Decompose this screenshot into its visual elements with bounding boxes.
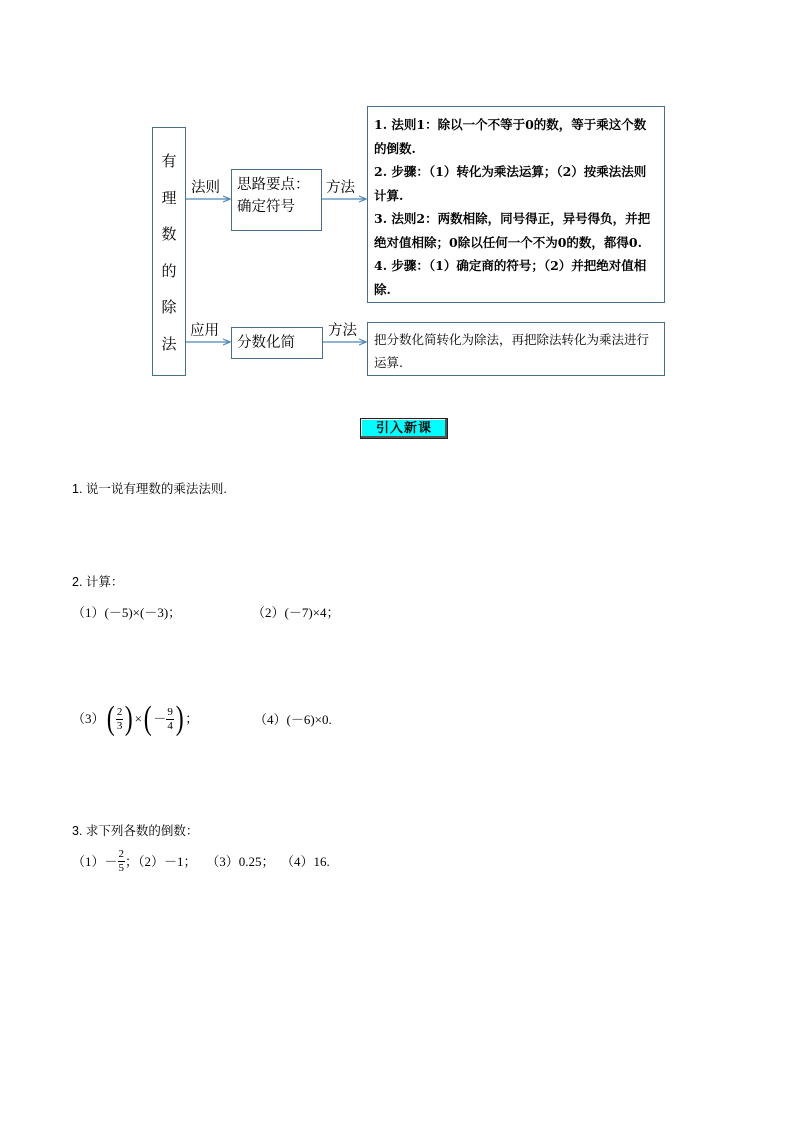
rule-item: 3. 法则2：两数相除，同号得正，异号得负，并把绝对值相除；0除以任何一个不为0的数，都得0. <box>374 211 651 250</box>
rules-box <box>367 106 665 303</box>
fraction-9-4 <box>166 706 174 733</box>
times-sign: × <box>134 711 143 726</box>
main-topic-char: 法 <box>161 335 177 353</box>
node-fraction-simplify-text: 分数化简 <box>237 335 295 351</box>
main-topic-char: 除 <box>161 298 177 316</box>
rule-item: 2. 步骤：（1）转化为乘法运算；（2）按乘法法则计算. <box>374 164 647 203</box>
minus-sign: － <box>153 711 167 726</box>
fraction-numerator: 2 <box>116 705 123 718</box>
application-box <box>367 322 665 376</box>
open-paren-icon: ( <box>143 700 152 737</box>
node-key-points-line1: 思路要点： <box>237 177 310 193</box>
q3-rest: ；（2）－1； （3）0.25； （4）16. <box>125 853 330 869</box>
close-paren-icon: ) <box>175 700 184 737</box>
main-topic-box <box>152 127 186 376</box>
q3-1-prefix: （1）－ <box>72 853 118 869</box>
node-fraction-simplify <box>231 327 323 359</box>
edge-label-method-2: 方法 <box>328 323 357 339</box>
question-2-part-3 <box>72 702 198 742</box>
question-1: 1. 说一说有理数的乘法法则. <box>72 482 227 496</box>
question-2-part-1: （1）(－5)×(－3)； <box>72 605 182 620</box>
close-paren-icon: ) <box>125 700 133 737</box>
fraction-2-3 <box>116 706 124 733</box>
application-text: 把分数化简转化为除法，再把除法转化为乘法进行运算. <box>374 332 650 370</box>
fraction-denominator: 3 <box>116 719 123 732</box>
main-topic-char: 数 <box>161 225 177 243</box>
question-3-title: 3. 求下列各数的倒数： <box>72 824 199 838</box>
rule-item: 4. 步骤：（1）确定商的符号；（2）并把绝对值相除. <box>374 258 647 297</box>
fraction-denominator: 5 <box>118 862 125 874</box>
edge-label-application: 应用 <box>190 323 219 339</box>
main-topic-char: 理 <box>161 189 177 207</box>
main-topic-char: 的 <box>161 262 177 280</box>
open-paren-icon: ( <box>106 700 115 737</box>
fraction-denominator: 4 <box>167 719 173 732</box>
fraction-numerator: 9 <box>167 705 173 718</box>
node-key-points-line2: 确定符号 <box>237 199 295 215</box>
q2-3-suffix: ； <box>185 711 199 726</box>
question-2-part-4: （4）(－6)×0. <box>254 712 332 727</box>
edge-label-method-1: 方法 <box>326 180 355 196</box>
edge-label-rule: 法则 <box>191 180 220 196</box>
rule-item: 1. 法则1：除以一个不等于0的数，等于乘这个数的倒数. <box>374 117 647 156</box>
intro-new-lesson-button[interactable]: 引入新课 <box>360 418 448 439</box>
q2-3-prefix: （3） <box>72 711 105 726</box>
node-key-points <box>231 169 322 231</box>
question-2-title: 2. 计算： <box>72 575 124 589</box>
fraction-2-5 <box>118 848 126 875</box>
question-3-parts <box>72 848 330 884</box>
fraction-numerator: 2 <box>118 848 125 860</box>
question-2-part-2: （2）(－7)×4； <box>252 605 340 620</box>
main-topic-char: 有 <box>161 152 177 170</box>
